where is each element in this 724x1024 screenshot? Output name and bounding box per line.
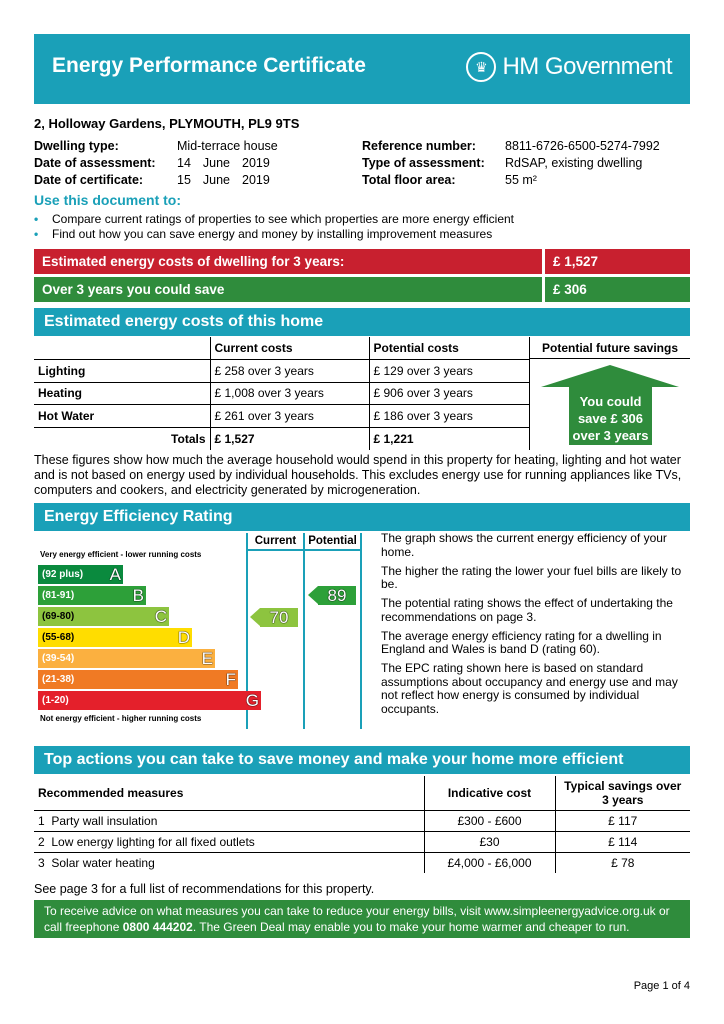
floor-area-value: 55 m² <box>505 173 537 187</box>
table-row: Hot Water £ 261 over 3 years £ 186 over 3 years <box>34 405 529 428</box>
assessment-type-label: Type of assessment: <box>362 156 485 170</box>
use-list <box>34 212 514 242</box>
band-letter: C <box>154 606 167 626</box>
list-item: • Find out how you can save energy and money by installing improvement measures <box>34 227 493 241</box>
hm-government-logo <box>466 52 672 82</box>
save-bar <box>34 277 690 302</box>
certificate-date-label: Date of certificate: <box>34 173 144 187</box>
property-address: 2, Holloway Gardens, PLYMOUTH, PL9 9TS <box>34 116 300 131</box>
future-savings-box <box>529 359 690 450</box>
page-title: Energy Performance Certificate <box>52 54 366 77</box>
freephone-number: 0800 444202 <box>122 919 193 934</box>
eer-note: The EPC rating shown here is based on standard assumptions about occupancy and energy use and may not reflect how energy is consumed by individual occupants. <box>381 661 678 716</box>
crest-icon: ♛ <box>466 52 496 82</box>
band-range: (39-54) <box>42 653 75 664</box>
eer-note: The potential rating shows the effect of undertaking the recommendations on page 3. <box>381 596 673 624</box>
totals-row: Totals £ 1,527 £ 1,221 <box>34 427 529 450</box>
advice-box: To receive advice on what measures you can take to reduce your energy bills, visit www.simpleenergyadvice.org.uk or call freephone 0800 444202. The Green Deal may enable you to make your home warmer and cheaper to run. <box>34 900 690 938</box>
current-costs-header: Current costs <box>210 337 369 360</box>
band-letter: B <box>132 585 144 605</box>
potential-rating-marker-value: 89 <box>327 585 347 605</box>
current-column-label: Current <box>254 535 297 547</box>
band-letter: E <box>201 648 213 668</box>
band-d <box>38 628 192 647</box>
certificate-date-value: 15 June 2019 <box>177 173 270 187</box>
floor-area-label: Total floor area: <box>362 173 456 187</box>
table-row: 1 Party wall insulation £300 - £600 £ 117 <box>34 810 690 831</box>
savings-header: Typical savings over 3 years <box>555 776 690 810</box>
costs-explanation: These figures show how much the average household would spend in this property for heating, lighting and hot water and is not based on energy used by individual households. This excludes energy use for running appliances like TVs, computers and cookers, and electricity generated by microgeneration. <box>34 453 682 497</box>
gov-text: HM Government <box>502 53 672 80</box>
dwelling-type-value: Mid-terrace house <box>177 139 278 153</box>
dwelling-type-label: Dwelling type: <box>34 139 119 153</box>
band-a <box>38 565 123 584</box>
savings-line-3: over 3 years <box>572 428 649 443</box>
inefficient-note: Not energy efficient - higher running costs <box>40 714 202 723</box>
header-banner <box>34 34 690 104</box>
table-row: 3 Solar water heating £4,000 - £6,000 £ 78 <box>34 852 690 873</box>
estimated-cost-label: Estimated energy costs of dwelling for 3 years: <box>34 249 542 274</box>
eer-chart <box>34 533 362 729</box>
table-header <box>34 776 690 810</box>
eer-note: The graph shows the current energy efficiency of your home. <box>381 531 667 559</box>
current-rating-marker-value: 70 <box>269 607 289 627</box>
potential-costs-header: Potential costs <box>369 337 529 360</box>
savings-arrow-icon <box>541 365 680 445</box>
band-g <box>38 691 261 710</box>
see-page-note: See page 3 for a full list of recommendations for this property. <box>34 882 375 896</box>
assessment-date-value: 14 June 2019 <box>177 156 270 170</box>
band-e <box>38 649 215 668</box>
eer-note: The average energy efficiency rating for a dwelling in England and Wales is band D (rating 60). <box>381 628 662 656</box>
eer-section-title: Energy Efficiency Rating <box>34 503 690 531</box>
meta-left <box>34 138 282 189</box>
reference-label: Reference number: <box>362 139 476 153</box>
potential-rating-marker <box>318 586 356 605</box>
table-header <box>34 337 529 360</box>
band-range: (21-38) <box>42 674 75 685</box>
band-c <box>38 607 169 626</box>
actions-section-title: Top actions you can take to save money and make your home more efficient <box>34 746 690 774</box>
band-letter: D <box>177 627 190 647</box>
table-row: Lighting £ 258 over 3 years £ 129 over 3 years <box>34 360 529 383</box>
costs-section-title: Estimated energy costs of this home <box>34 308 690 336</box>
band-range: (92 plus) <box>42 569 84 580</box>
estimated-cost-bar <box>34 249 690 274</box>
page-number: Page 1 of 4 <box>633 980 690 992</box>
assessment-type-value: RdSAP, existing dwelling <box>505 156 643 170</box>
list-item: • Compare current ratings of properties to see which properties are more energy efficient <box>34 212 515 226</box>
table-row: 2 Low energy lighting for all fixed outlets £30 £ 114 <box>34 831 690 852</box>
band-f <box>38 670 238 689</box>
bullet-icon: • <box>34 212 39 226</box>
savings-line-1: You could <box>579 394 642 409</box>
actions-table <box>34 776 690 873</box>
efficient-note: Very energy efficient - lower running costs <box>40 550 202 559</box>
potential-column-label: Potential <box>308 535 357 547</box>
estimated-cost-value: £ 1,527 <box>545 249 690 274</box>
band-letter: F <box>225 669 236 689</box>
band-range: (81-91) <box>42 590 75 601</box>
measures-header: Recommended measures <box>38 785 184 800</box>
eer-notes <box>381 532 690 722</box>
eer-note: The higher the rating the lower your fuel bills are likely to be. <box>381 563 682 591</box>
band-letter: G <box>245 690 259 710</box>
save-value: £ 306 <box>545 277 690 302</box>
save-label: Over 3 years you could save <box>34 277 542 302</box>
table-row: Heating £ 1,008 over 3 years £ 906 over 3 years <box>34 382 529 405</box>
assessment-date-label: Date of assessment: <box>34 156 156 170</box>
future-savings-header: Potential future savings <box>529 337 690 359</box>
reference-value: 8811-6726-6500-5274-7992 <box>505 139 660 153</box>
band-letter: A <box>109 564 121 584</box>
bullet-icon: • <box>34 227 39 241</box>
meta-right <box>362 138 660 189</box>
band-range: (55-68) <box>42 632 75 643</box>
savings-line-2: save £ 306 <box>577 411 644 426</box>
costs-table <box>34 337 529 450</box>
cost-header: Indicative cost <box>424 776 555 810</box>
band-range: (1-20) <box>42 695 69 706</box>
band-range: (69-80) <box>42 611 75 622</box>
use-title: Use this document to: <box>34 192 182 208</box>
current-rating-marker <box>260 608 298 627</box>
band-b <box>38 586 146 605</box>
